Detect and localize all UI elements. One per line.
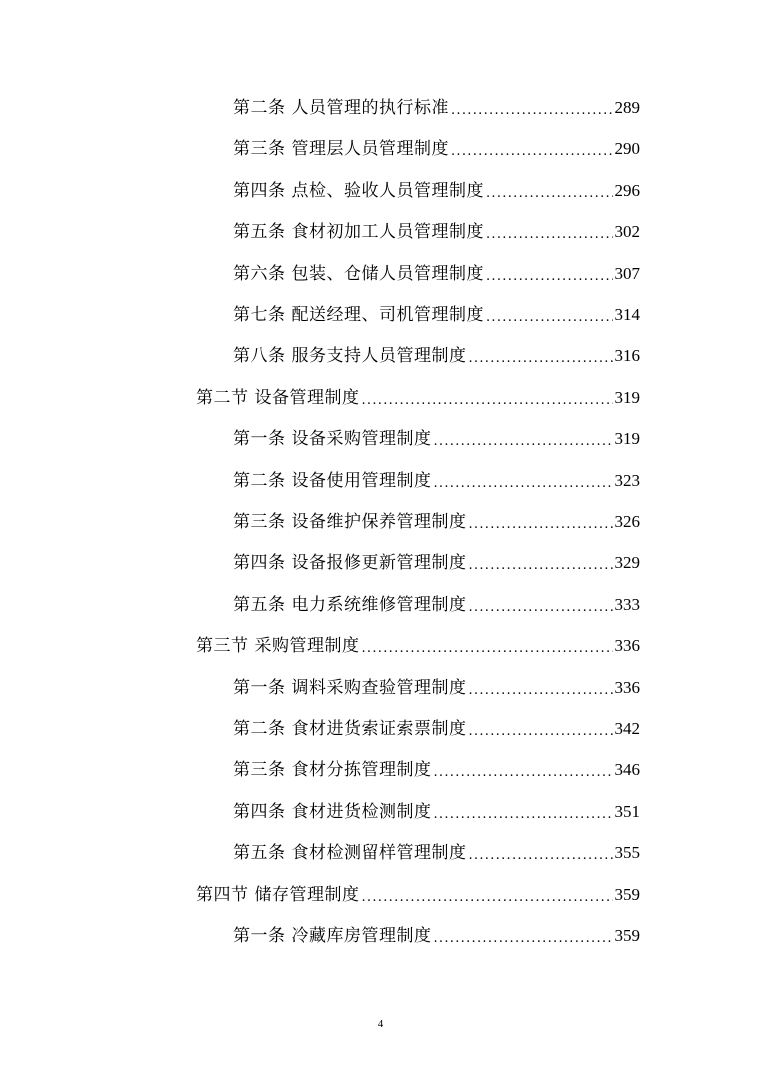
toc-entry-label <box>233 545 467 581</box>
toc-entry-page: 314 <box>614 305 640 324</box>
toc-leader-dots <box>486 259 613 295</box>
toc-entry-article[interactable] <box>233 794 640 830</box>
toc-entry-article[interactable] <box>233 173 640 209</box>
toc-leader-dots <box>469 548 613 584</box>
toc-entry-title: 设备使用管理制度 <box>291 470 432 491</box>
toc-leader-dots <box>486 300 613 336</box>
toc-entry-page: 336 <box>614 636 640 656</box>
toc-leader-dots <box>434 424 613 460</box>
toc-entry-section[interactable] <box>196 380 640 416</box>
toc-entry-article[interactable] <box>233 752 640 788</box>
toc-leader-dots <box>469 673 613 709</box>
toc-entry-number: 第二条 <box>233 470 286 491</box>
toc-entry-article[interactable] <box>233 338 640 374</box>
toc-entry-title: 储存管理制度 <box>254 884 360 905</box>
toc-entry-article[interactable] <box>233 670 640 706</box>
toc-entry-title: 设备维护保养管理制度 <box>291 512 467 532</box>
toc-entry-page: 359 <box>614 926 640 945</box>
toc-entry-title: 调料采购查验管理制度 <box>291 677 467 698</box>
toc-entry-number: 第五条 <box>233 594 286 615</box>
toc-entry-title: 食材分拣管理制度 <box>291 760 432 781</box>
toc-entry-title: 设备报修更新管理制度 <box>291 553 467 574</box>
toc-entry-label <box>196 628 360 664</box>
toc-entry-number: 第二节 <box>196 387 249 408</box>
toc-leader-dots <box>434 797 613 833</box>
toc-entry-number: 第三节 <box>196 636 249 657</box>
toc-entry-page: 323 <box>614 470 640 490</box>
toc-entry-label <box>196 380 360 416</box>
toc-entry-article[interactable] <box>233 587 640 623</box>
toc-entry-number: 第三条 <box>233 512 286 532</box>
toc-entry-label <box>233 256 484 292</box>
toc-entry-label <box>233 173 484 209</box>
toc-leader-dots <box>362 880 613 916</box>
toc-entry-title: 食材初加工人员管理制度 <box>291 222 484 243</box>
toc-entry-article[interactable] <box>233 131 640 167</box>
toc-entry-label <box>233 463 432 499</box>
toc-entry-number: 第二条 <box>233 719 286 739</box>
toc-entry-label <box>233 131 449 167</box>
toc-entry-label <box>233 297 484 333</box>
toc-entry-page: 307 <box>614 263 640 283</box>
toc-entry-label <box>233 752 432 788</box>
toc-entry-title: 电力系统维修管理制度 <box>291 594 467 615</box>
toc-entry-page: 329 <box>614 553 640 573</box>
toc-entry-number: 第一条 <box>233 677 286 698</box>
toc-entry-title: 服务支持人员管理制度 <box>291 346 467 367</box>
toc-entry-section[interactable] <box>196 877 640 913</box>
toc-leader-dots <box>434 755 613 791</box>
toc-entry-title: 配送经理、司机管理制度 <box>291 305 484 325</box>
toc-leader-dots <box>434 921 613 957</box>
toc-entry-article[interactable] <box>233 711 640 747</box>
toc-entry-number: 第八条 <box>233 346 286 367</box>
toc-entry-title: 食材进货检测制度 <box>291 801 432 822</box>
toc-entry-label <box>233 711 467 747</box>
toc-entry-article[interactable] <box>233 545 640 581</box>
toc-entry-label <box>233 670 467 706</box>
toc-entry-title: 食材进货索证索票制度 <box>291 719 467 739</box>
toc-entry-number: 第四节 <box>196 884 249 905</box>
toc-entry-page: 359 <box>614 884 640 904</box>
toc-entry-number: 第七条 <box>233 305 286 325</box>
toc-entry-title: 采购管理制度 <box>254 636 360 657</box>
toc-entry-page: 351 <box>614 801 640 821</box>
toc-entry-page: 289 <box>614 98 640 117</box>
toc-entry-number: 第四条 <box>233 553 286 574</box>
toc-entry-number: 第五条 <box>233 222 286 243</box>
toc-entry-title: 管理层人员管理制度 <box>291 139 449 160</box>
toc-entry-title: 食材检测留样管理制度 <box>291 843 467 864</box>
toc-entry-article[interactable] <box>233 504 640 540</box>
toc-entry-label <box>233 214 484 250</box>
toc-entry-page: 290 <box>614 139 640 159</box>
toc-entry-number: 第四条 <box>233 801 286 822</box>
toc-leader-dots <box>362 631 613 667</box>
toc-entry-page: 355 <box>614 843 640 863</box>
toc-entry-label <box>196 877 360 913</box>
toc-entry-page: 326 <box>614 512 640 531</box>
toc-entry-number: 第四条 <box>233 180 286 201</box>
toc-entry-label <box>233 90 449 126</box>
toc-entry-number: 第二条 <box>233 98 286 118</box>
toc-leader-dots <box>486 217 613 253</box>
toc-entry-page: 319 <box>614 429 640 449</box>
toc-entry-title: 点检、验收人员管理制度 <box>291 180 484 201</box>
toc-entry-article[interactable] <box>233 835 640 871</box>
toc-leader-dots <box>451 93 613 129</box>
toc-entry-article[interactable] <box>233 90 640 126</box>
toc-leader-dots <box>469 590 613 626</box>
toc-entry-article[interactable] <box>233 297 640 333</box>
toc-entry-label <box>233 794 432 830</box>
toc-entry-article[interactable] <box>233 256 640 292</box>
toc-entry-page: 336 <box>614 677 640 697</box>
toc-entry-page: 333 <box>614 594 640 614</box>
toc-entry-number: 第一条 <box>233 926 286 946</box>
toc-entry-title: 冷藏库房管理制度 <box>291 926 432 946</box>
toc-entry-title: 设备管理制度 <box>254 387 360 408</box>
toc-leader-dots <box>469 341 613 377</box>
toc-entry-number: 第五条 <box>233 843 286 864</box>
toc-entry-label <box>233 504 467 540</box>
toc-entry-article[interactable] <box>233 421 640 457</box>
toc-leader-dots <box>451 134 613 170</box>
toc-entry-article[interactable] <box>233 918 640 954</box>
toc-entry-title: 设备采购管理制度 <box>291 429 432 450</box>
toc-entry-label <box>233 421 432 457</box>
toc-entry-page: 319 <box>614 387 640 407</box>
toc-entry-number: 第一条 <box>233 429 286 450</box>
toc-entry-label <box>233 835 467 871</box>
toc-leader-dots <box>469 838 613 874</box>
toc-entry-page: 346 <box>614 760 640 780</box>
toc-entry-page: 296 <box>614 180 640 200</box>
toc-entry-number: 第六条 <box>233 263 286 284</box>
toc-entry-number: 第三条 <box>233 760 286 781</box>
toc-entry-label <box>233 587 467 623</box>
toc-entry-page: 342 <box>614 719 640 738</box>
toc-leader-dots <box>469 507 613 543</box>
toc-entry-page: 316 <box>614 346 640 366</box>
toc-entry-page: 302 <box>614 222 640 242</box>
toc-leader-dots <box>362 383 613 419</box>
toc-leader-dots <box>486 176 613 212</box>
toc-entry-title: 包装、仓储人员管理制度 <box>291 263 484 284</box>
toc-leader-dots <box>434 466 613 502</box>
toc-entry-number: 第三条 <box>233 139 286 160</box>
toc-entry-title: 人员管理的执行标准 <box>291 98 449 118</box>
toc-leader-dots <box>469 714 613 750</box>
toc-entry-label <box>233 338 467 374</box>
toc-entry-section[interactable] <box>196 628 640 664</box>
toc-entry-article[interactable] <box>233 463 640 499</box>
toc-entry-article[interactable] <box>233 214 640 250</box>
toc-entry-label <box>233 918 432 954</box>
page-number: 4 <box>377 1018 384 1030</box>
